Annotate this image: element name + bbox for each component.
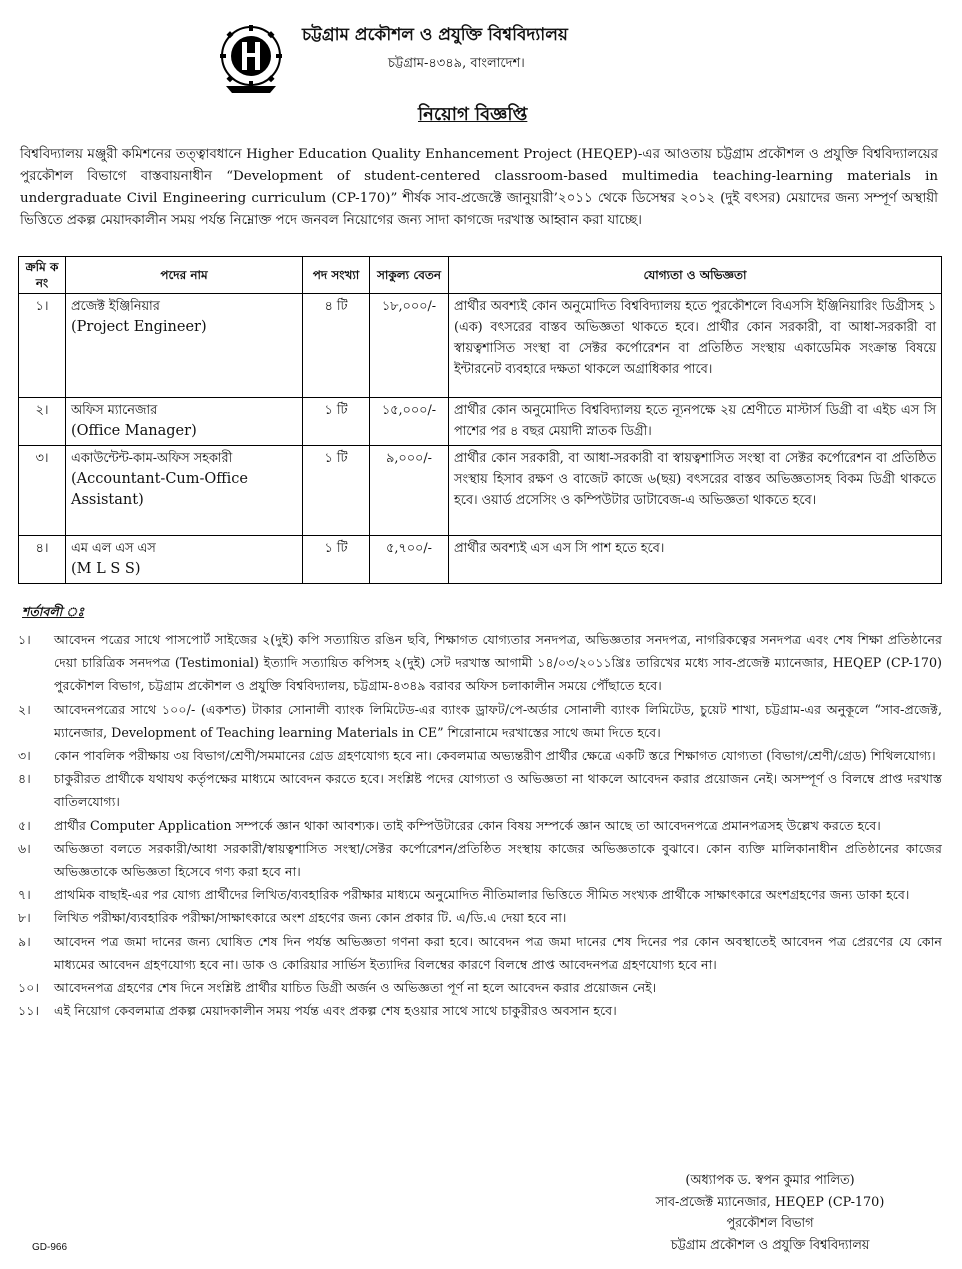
header-sl: ক্রমি ক নং [19, 257, 66, 294]
post-name-bn: এম এল এস এস [71, 541, 156, 556]
terms-heading: শর্তাবলী ঃ [22, 604, 85, 619]
cell-post-name [66, 294, 303, 398]
post-name-bn: একাউন্টেন্ট-কাম-অফিস সহকারী [71, 451, 233, 466]
term-number: ১। [18, 632, 31, 647]
table-row [19, 446, 942, 536]
cell-qualification: প্রার্থীর অবশ্যই এস এস সি পাশ হতে হবে। [449, 536, 942, 584]
list-item [18, 744, 942, 767]
cell-sl: ১। [19, 294, 66, 398]
term-number: ২। [18, 701, 31, 717]
term-text: কোন পাবলিক পরীক্ষায় ৩য় বিভাগ/শ্রেণী/সমমানের গ্রেড গ্রহণযোগ্য হবে না। কেবলমাত্র অভ্যন্তরীণ প্রার্থীর ক্ষেত্রে একটি স্তরে শিক্ষাগত যোগ্যতা (বিভাগ/শ্রেণী/গ্রেড) শিথিলযোগ্য। [54, 748, 936, 764]
cell-qualification: প্রার্থীর অবশ্যই কোন অনুমোদিত বিশ্ববিদ্যালয় হতে পুরকৌশলে বিএসসি ইঞ্জিনিয়ারিং ডিগ্রীসহ ১ (এক) বৎসরের বাস্তব অভিজ্ঞতা থাকতে হবে। প্রার্থীর কোন সরকারী, বা আধা-সরকারী বা স্বায়ত্বশাসিত সংস্থা বা সেক্টর কর্পোরেশন বা প্রতিষ্ঠিত সংস্থায় একাডেমিক সংক্রান্ত বিষয়ে ইন্টারনেট ব্যবহারে দক্ষতা থাকলে অগ্রাধিকার পাবে। [449, 294, 942, 398]
document-header [0, 12, 962, 92]
university-name: চট্টগ্রাম প্রকৌশল ও প্রযুক্তি বিশ্ববিদ্যালয় [302, 25, 568, 45]
list-item [18, 628, 942, 698]
signatory-department: পুরকৌশল বিভাগ [726, 1216, 814, 1231]
post-name-en: (Accountant-Cum-Office Assistant) [71, 471, 248, 508]
list-item [18, 883, 942, 906]
terms-list [18, 628, 942, 1022]
term-text: আবেদন পত্র জমা দানের জন্য ঘোষিত শেষ দিন পর্যন্ত অভিজ্ঞতা গণনা করা হবে। আবেদন পত্র জমা দানের শেষ দিনের পর কোন অবস্থাতেই আবেদন পত্র প্রেরণের যে কোন মাধ্যমের আবেদন গ্রহণযোগ্য হবে না। ডাক ও কোরিয়ার সার্ভিস ইত্যাদির বিলম্বের কারণে বিলম্বে প্রাপ্ত আবেদনপত্র গ্রহণযোগ্য হবে না। [54, 933, 942, 972]
cell-salary: ৯,০০০/- [370, 446, 449, 536]
list-item [18, 976, 942, 999]
term-text: লিখিত পরীক্ষা/ব্যবহারিক পরীক্ষা/সাক্ষাৎকারে অংশ গ্রহণের জন্য কোন প্রকার টি. এ/ডি.এ দেয়া হবে না। [54, 910, 567, 926]
table-row [19, 294, 942, 398]
term-text: অভিজ্ঞতা বলতে সরকারী/আধা সরকারী/স্বায়ত্বশাসিত সংস্থা/সেক্টর কর্পোরেশন/প্রতিষ্ঠিত সংস্থায় কাজের অভিজ্ঞতাকে বুঝাবে। কোন ব্যক্তি মালিকানাধীন প্রতিষ্ঠানের কাজের অভিজ্ঞতাকে অভিজ্ঞতা হিসেবে গণ্য করা হবে না। [54, 840, 942, 880]
cell-salary: ১৮,০০০/- [370, 294, 449, 398]
term-number: ১১। [18, 1003, 40, 1019]
header-qualification: যোগ্যতা ও অভিজ্ঞতা [449, 257, 942, 294]
post-name-en: (Office Manager) [71, 423, 197, 439]
cell-count: ৪ টি [303, 294, 370, 398]
cell-qualification: প্রার্থীর কোন অনুমোদিত বিশ্ববিদ্যালয় হতে ন্যূনপক্ষে ২য় শ্রেণীতে মাস্টার্স ডিগ্রী বা এইচ এস সি পাশের পর ৪ বছর মেয়াদী স্নাতক ডিগ্রী। [449, 398, 942, 446]
cell-count: ১ টি [303, 398, 370, 446]
university-address: চট্টগ্রাম-৪৩৪৯, বাংলাদেশ। [388, 56, 525, 71]
term-text: আবেদনপত্রের সাথে ১০০/- (একশত) টাকার সোনালী ব্যাংক লিমিটেড-এর ব্যাংক ড্রাফট/পে-অর্ডার সোনালী ব্যাংক লিমিটেড, চুয়েট শাখা, চট্টগ্রাম-এর অনুকূলে “সাব-প্রজেক্ট, ম্যানেজার, Development of Teaching learning Materials in CE” শিরোনামে দরখাস্তের সাথে জমা দিতে হবে। [54, 701, 942, 740]
cell-count: ১ টি [303, 536, 370, 584]
table-row [19, 536, 942, 584]
term-number: ৫। [18, 817, 31, 833]
term-number: ৮। [18, 910, 31, 926]
document-reference: GD-966 [32, 1242, 68, 1253]
university-logo [218, 24, 284, 94]
term-number: ৪। [18, 771, 31, 787]
table-row [19, 398, 942, 446]
list-item [18, 930, 942, 976]
header-post-count: পদ সংখ্যা [303, 257, 370, 294]
page-title: নিয়োগ বিজ্ঞপ্তি [418, 104, 528, 125]
header-post-name: পদের নাম [66, 257, 303, 294]
post-name-bn: প্রজেক্ট ইঞ্জিনিয়ার [71, 299, 160, 314]
cell-count: ১ টি [303, 446, 370, 536]
list-item [18, 837, 942, 883]
signatory-name: (অধ্যাপক ড. স্বপন কুমার পালিত) [685, 1173, 855, 1188]
term-number: ১০। [18, 980, 40, 996]
post-name-en: (Project Engineer) [71, 319, 207, 335]
post-name-en: (M L S S) [71, 561, 141, 577]
signatory-institution: চট্টগ্রাম প্রকৌশল ও প্রযুক্তি বিশ্ববিদ্যালয় [670, 1237, 870, 1253]
cell-sl: ৪। [19, 536, 66, 584]
cell-qualification: প্রার্থীর কোন সরকারী, বা আধা-সরকারী বা স্বায়ত্বশাসিত সংস্থা বা সেক্টর কর্পোরেশন বা প্রতিষ্ঠিত সংস্থায় হিসাব রক্ষণ ও বাজেট কাজে ৬(ছয়) বৎসরের বাস্তব অভিজ্ঞতাসহ বিকম ডিগ্রী থাকতে হবে। ওয়ার্ড প্রসেসিং ও কম্পিউটার ডাটাবেজ-এ অভিজ্ঞতা থাকতে হবে। [449, 446, 942, 536]
term-text: আবেদন পত্রের সাথে পাসপোর্ট সাইজের ২(দুই) কপি সত্যায়িত রঙিন ছবি, শিক্ষাগত যোগ্যতার সনদপত্র, অভিজ্ঞতার সনদপত্র, নাগরিকত্বের সনদপত্র এবং শেষ শিক্ষা প্রতিষ্ঠানের দেয়া চারিত্রিক সনদপত্র (Testimonial) ইত্যাদি সত্যায়িত কপিসহ ২(দুই) সেট দরখাস্ত আগামী ১৪/০৩/২০১১খ্রিঃ তারিখের মধ্যে সাব-প্রজেক্ট ম্যানেজার, HEQEP (CP-170) পুরকৌশল বিভাগ, চট্টগ্রাম প্রকৌশল ও প্রযুক্তি বিশ্ববিদ্যালয়, চট্টগ্রাম-৪৩৪৯ বরাবর অফিস চলাকালীন সময়ে পৌঁছাতে হবে। [54, 632, 942, 694]
header-salary: সাকুল্য বেতন [370, 257, 449, 294]
list-item [18, 814, 942, 837]
list-item [18, 999, 942, 1022]
term-text: আবেদনপত্র গ্রহণের শেষ দিনে সংশ্লিষ্ট প্রার্থীর যাচিত ডিগ্রী অর্জন ও অভিজ্ঞতা পূর্ণ না হলে আবেদন করার প্রয়োজন নেই। [54, 980, 657, 996]
term-number: ৬। [18, 840, 31, 856]
signatory-designation: সাব-প্রজেক্ট ম্যানেজার, HEQEP (CP-170) [655, 1194, 885, 1210]
signature-block [620, 1170, 920, 1256]
cell-salary: ৫,৭০০/- [370, 536, 449, 584]
term-text: চাকুরীরত প্রার্থীকে যথাযথ কর্তৃপক্ষের মাধ্যমে আবেদন করতে হবে। সংশ্লিষ্ট পদের যোগ্যতা ও অভিজ্ঞতা না থাকলে আবেদন করার প্রয়োজন নেই। অসম্পূর্ণ ও বিলম্বে প্রাপ্ত দরখাস্ত বাতিলযোগ্য। [54, 771, 942, 810]
term-number: ৩। [18, 748, 31, 764]
posts-table [18, 256, 942, 584]
term-text: প্রার্থীর Computer Application সম্পর্কে জ্ঞান থাকা আবশ্যক। তাই কম্পিউটারের কোন বিষয় সম্পর্কে জ্ঞান আছে তা আবেদনপত্রে প্রমানপত্রসহ উল্লেখ করতে হবে। [54, 817, 881, 833]
term-number: ৭। [18, 887, 31, 903]
cell-post-name [66, 536, 303, 584]
cell-post-name [66, 446, 303, 536]
list-item [18, 906, 942, 929]
term-text: এই নিয়োগ কেবলমাত্র প্রকল্প মেয়াদকালীন সময় পর্যন্ত এবং প্রকল্প শেষ হওয়ার সাথে সাথে চাকুরীরও অবসান হবে। [54, 1003, 617, 1019]
list-item [18, 698, 942, 744]
cell-sl: ২। [19, 398, 66, 446]
cell-salary: ১৫,০০০/- [370, 398, 449, 446]
list-item [18, 767, 942, 813]
cell-post-name [66, 398, 303, 446]
cell-sl: ৩। [19, 446, 66, 536]
term-text: প্রাথমিক বাছাই-এর পর যোগ্য প্রার্থীদের লিখিত/ব্যবহারিক পরীক্ষার মাধ্যমে অনুমোদিত নীতিমালার ভিত্তিতে সীমিত সংখ্যক প্রার্থীকে সাক্ষাৎকারে অংশগ্রহণের জন্য ডাকা হবে। [54, 887, 910, 903]
intro-paragraph: বিশ্ববিদ্যালয় মঞ্জুরী কমিশনের তত্ত্বাবধানে Higher Education Quality Enhancement Project (HEQEP)-এর আওতায় চট্টগ্রাম প্রকৌশল ও প্রযুক্তি বিশ্ববিদ্যালয়ের পুরকৌশল বিভাগে বাস্তবায়নাধীন “Development of student-centered classroom-based multimedia teaching-learning materials in undergraduate Civil Engineering curriculum (CP-170)” শীর্ষক সাব-প্রজেক্টে জানুয়ারী’২০১১ থেকে ডিসেম্বর ২০১২ (দুই বৎসর) মেয়াদের জন্য সম্পূর্ণ অস্থায়ী ভিত্তিতে প্রকল্প মেয়াদকালীন সময় পর্যন্ত নিম্নোক্ত পদে জনবল নিয়োগের জন্য সাদা কাগজে দরখাস্ত আহ্বান করা যাচ্ছে। [20, 147, 938, 228]
table-header-row [19, 257, 942, 294]
post-name-bn: অফিস ম্যানেজার [71, 403, 158, 418]
term-number: ৯। [18, 933, 31, 949]
